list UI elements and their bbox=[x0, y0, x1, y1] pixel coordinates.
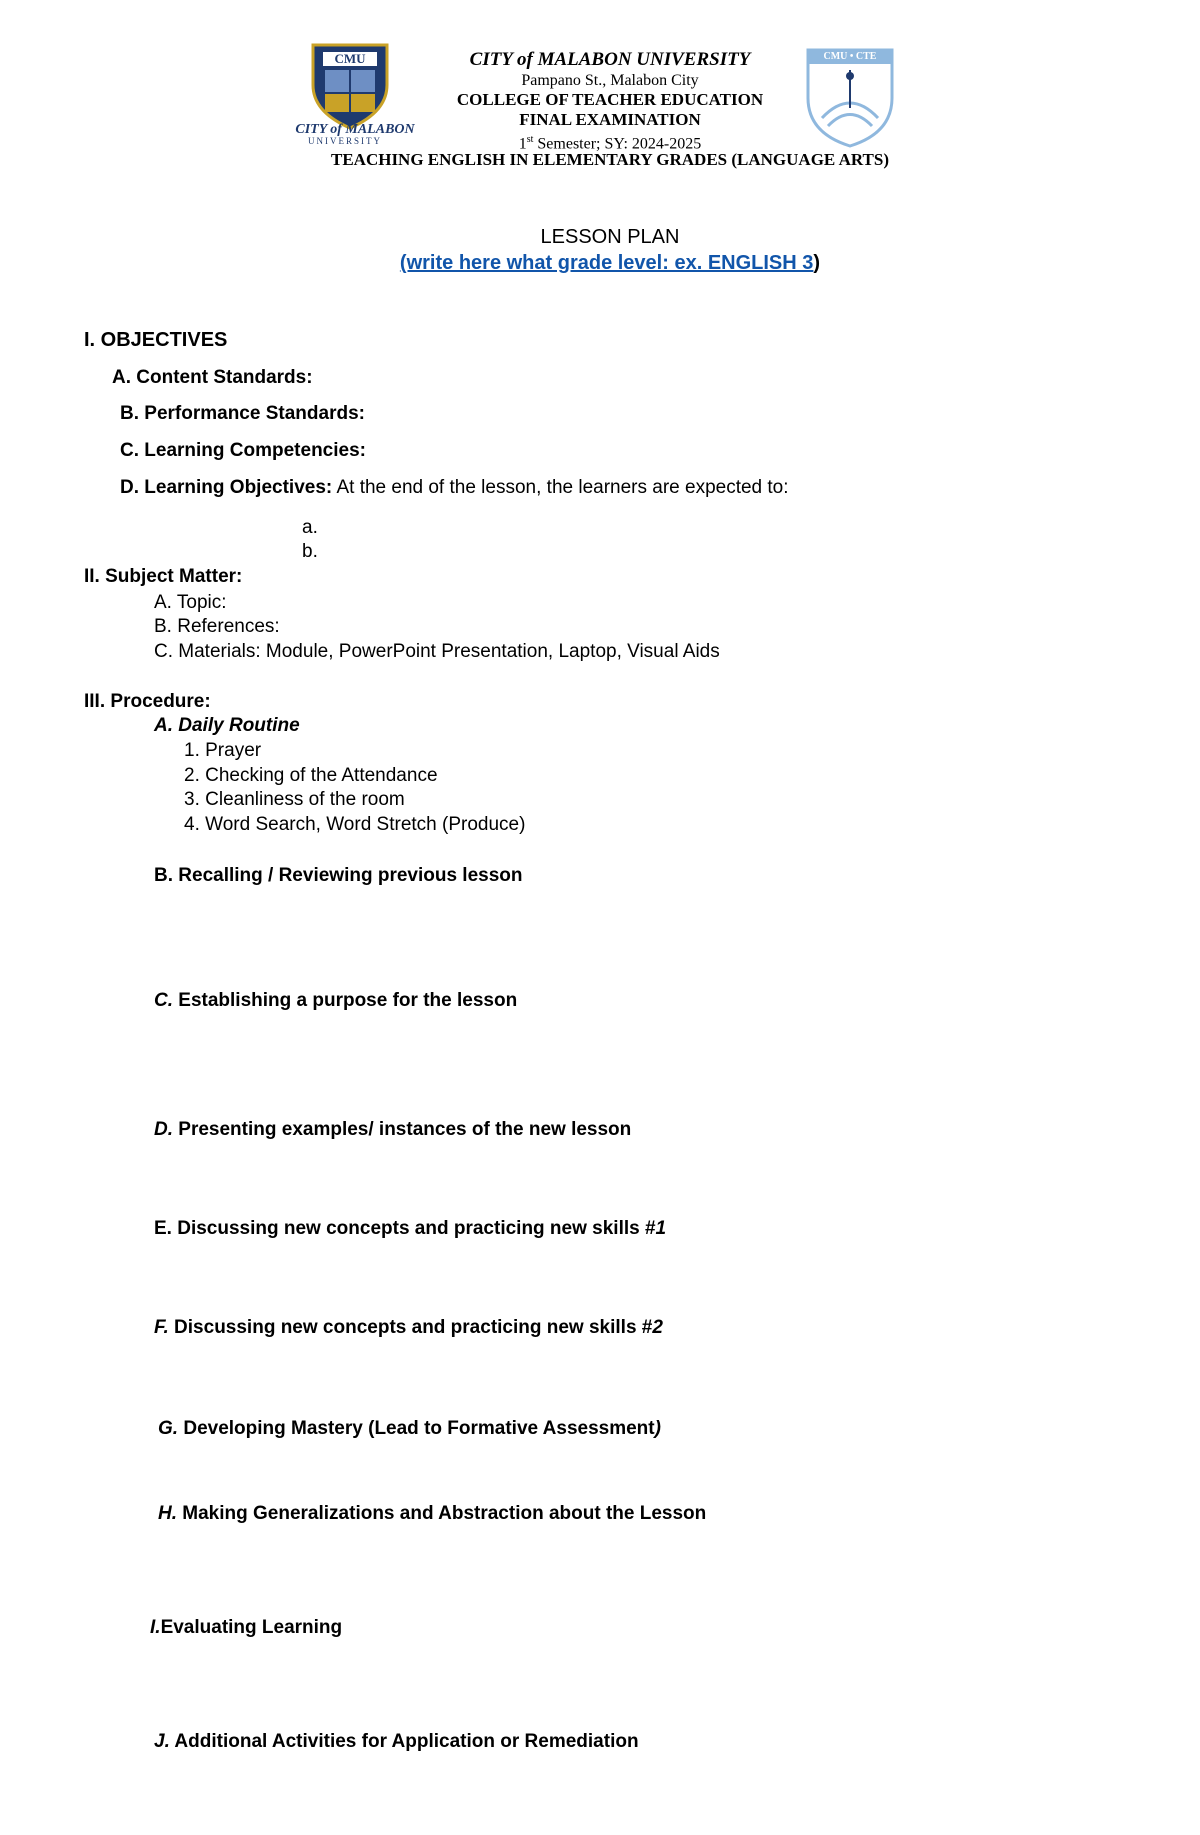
procedure-j-text: Additional Activities for Application or Remediation bbox=[169, 1731, 639, 1752]
subject-matter-heading: II. Subject Matter: bbox=[84, 566, 243, 587]
college-name: COLLEGE OF TEACHER EDUCATION bbox=[456, 90, 764, 109]
grade-level-close: ) bbox=[813, 252, 821, 274]
procedure-h-letter: H. bbox=[158, 1503, 177, 1524]
procedure-d bbox=[154, 1118, 631, 1142]
semester-text: Semester; SY: 2024-2025 bbox=[533, 135, 702, 153]
lesson-plan-title: LESSON PLAN bbox=[540, 226, 680, 248]
procedure-e bbox=[154, 1217, 666, 1241]
procedure-i bbox=[150, 1616, 342, 1640]
routine-item: 1. Prayer bbox=[184, 740, 262, 761]
left-logo-caption: CITY of MALABON bbox=[295, 122, 415, 137]
objectives-heading: I. OBJECTIVES bbox=[84, 329, 228, 351]
procedure-heading: III. Procedure: bbox=[84, 691, 211, 712]
procedure-g-letter: G. bbox=[158, 1418, 179, 1439]
daily-routine-heading: A. Daily Routine bbox=[154, 715, 300, 736]
procedure-h-text: Making Generalizations and Abstraction about the Lesson bbox=[177, 1503, 707, 1524]
learning-competencies: C. Learning Competencies: bbox=[120, 440, 366, 461]
semester-suffix: st bbox=[526, 134, 534, 145]
procedure-b: B. Recalling / Reviewing previous lesson bbox=[154, 865, 523, 886]
right-logo-text: CMU • CTE bbox=[823, 51, 877, 62]
university-name: CITY of MALABON UNIVERSITY bbox=[469, 49, 751, 70]
procedure-f-number: 2 bbox=[652, 1317, 663, 1338]
exam-title: FINAL EXAMINATION bbox=[519, 110, 701, 129]
procedure-g bbox=[158, 1417, 661, 1441]
procedure-j-letter: J. bbox=[154, 1731, 170, 1752]
procedure-d-text: Presenting examples/ instances of the new lesson bbox=[173, 1119, 632, 1140]
content-standards: A. Content Standards: bbox=[112, 367, 313, 388]
performance-standards: B. Performance Standards: bbox=[120, 403, 365, 424]
university-address: Pampano St., Malabon City bbox=[521, 72, 699, 89]
routine-item: 4. Word Search, Word Stretch (Produce) bbox=[184, 814, 526, 835]
subject-materials: C. Materials: Module, PowerPoint Presentation, Laptop, Visual Aids bbox=[154, 641, 720, 662]
procedure-j bbox=[154, 1730, 639, 1754]
procedure-e-number: 1 bbox=[655, 1218, 667, 1239]
routine-item: 2. Checking of the Attendance bbox=[184, 765, 438, 786]
semester-number: 1 bbox=[518, 135, 527, 153]
objective-item-a: a. bbox=[302, 517, 318, 538]
grade-level-link[interactable]: (write here what grade level: ex. ENGLISH 3 bbox=[399, 252, 814, 274]
procedure-f bbox=[154, 1316, 663, 1340]
procedure-f-text: Discussing new concepts and practicing new skills # bbox=[168, 1317, 653, 1338]
procedure-e-text: E. Discussing new concepts and practicing new skills # bbox=[154, 1218, 656, 1239]
objective-item-b: b. bbox=[302, 541, 318, 562]
procedure-h bbox=[158, 1502, 706, 1526]
learning-objectives bbox=[120, 476, 789, 500]
left-logo-caption-sub: UNIVERSITY bbox=[308, 136, 382, 146]
procedure-d-letter: D. bbox=[154, 1119, 173, 1140]
learning-objectives-text: At the end of the lesson, the learners are expected to: bbox=[332, 477, 789, 498]
procedure-c bbox=[154, 989, 517, 1013]
procedure-g-close: ) bbox=[654, 1418, 661, 1439]
subject-topic: A. Topic: bbox=[154, 592, 227, 613]
procedure-c-letter: C. bbox=[154, 990, 173, 1011]
procedure-i-letter: I. bbox=[150, 1617, 161, 1638]
course-title: TEACHING ENGLISH IN ELEMENTARY GRADES (LANGUAGE ARTS) bbox=[330, 150, 889, 169]
left-logo-text: CMU bbox=[334, 51, 366, 66]
procedure-i-text: Evaluating Learning bbox=[160, 1617, 343, 1638]
subject-references: B. References: bbox=[154, 616, 280, 637]
routine-item: 3. Cleanliness of the room bbox=[184, 789, 405, 810]
procedure-f-letter: F. bbox=[154, 1317, 169, 1338]
learning-objectives-label: D. Learning Objectives: bbox=[120, 477, 333, 498]
procedure-c-text: Establishing a purpose for the lesson bbox=[173, 990, 518, 1011]
grade-level-line bbox=[0, 251, 1200, 275]
procedure-g-text: Developing Mastery (Lead to Formative Assessment bbox=[178, 1418, 655, 1439]
